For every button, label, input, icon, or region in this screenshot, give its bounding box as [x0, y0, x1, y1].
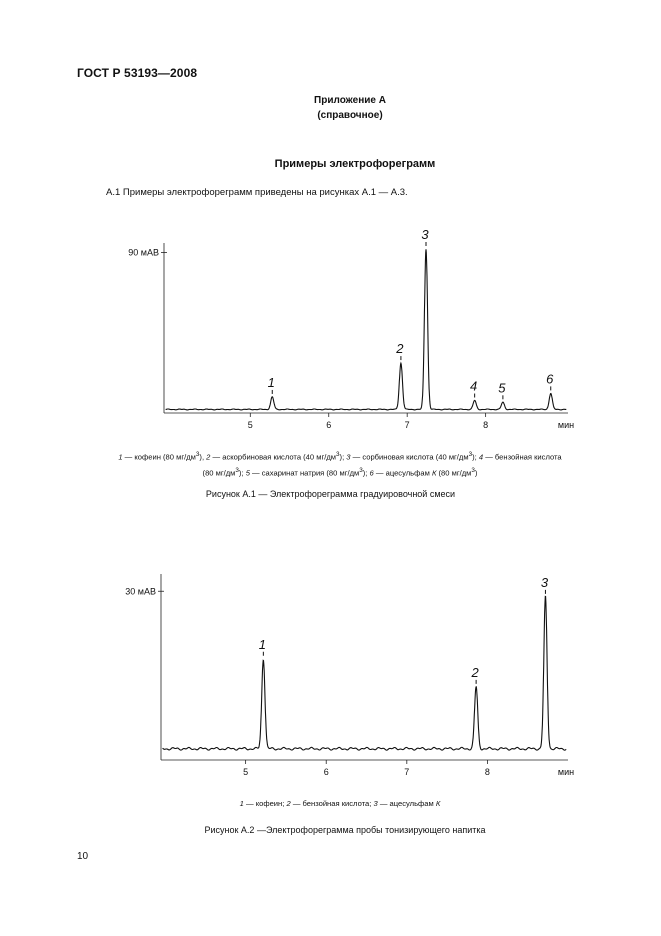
- legend-text: );: [238, 468, 244, 478]
- legend-sup: 3: [195, 451, 200, 458]
- page-number: 10: [77, 851, 89, 862]
- legend-index: К: [431, 468, 437, 478]
- peak-label: 2: [396, 341, 404, 357]
- legend-text: — сорбиновая кислота (40 мг/дм: [350, 452, 469, 462]
- legend-sup: 3: [468, 451, 473, 458]
- legend-sup: 3: [359, 466, 363, 474]
- x-tick-label: 5: [243, 767, 249, 777]
- peak-label: 3: [540, 574, 549, 590]
- annex-title: Приложение А: [314, 95, 386, 106]
- legend-text: — кофеин (80 мг/дм: [122, 452, 196, 462]
- figure-1-legend-line-2: [60, 464, 620, 480]
- figure-2-legend: [60, 797, 620, 810]
- x-tick-label: 6: [326, 420, 332, 430]
- legend-index: К: [435, 799, 441, 808]
- section-title: Примеры электрофореграмм: [274, 158, 436, 170]
- legend-index: 1: [239, 799, 244, 808]
- legend-text: — ацесульфам: [377, 799, 436, 808]
- figure-1-legend-line-1: 1 — кофеин (80 $мг/дм^3$), 2 — аскорбиновая кислота (40 $мг/дм^3$); 3 — сорбиновая кислота (40 $мг/дм^3$); 4 — бензойная кислота: [118, 451, 562, 462]
- peak-label: 6: [546, 371, 554, 387]
- intro-paragraph: А.1 Примеры электрофореграмм приведены на рисунках А.1 — А.3.: [106, 187, 408, 198]
- legend-sup: 3: [336, 451, 340, 458]
- legend-text: — кофеин;: [243, 799, 287, 808]
- legend-text: (80 мг/дм: [436, 468, 472, 478]
- legend-text: (80 мг/дм: [202, 468, 236, 478]
- legend-text: — сахаринат натрия (80 мг/дм: [249, 468, 360, 478]
- legend-text: — бензойная кислота;: [290, 799, 374, 808]
- figure-2-caption: Рисунок А.2 —Электрофореграмма пробы тонизирующего напитка: [204, 825, 486, 835]
- peak-label: 1: [258, 636, 266, 652]
- peak-label: 5: [498, 380, 506, 396]
- x-tick-label: 7: [404, 420, 410, 430]
- annex-type: (справочное): [317, 110, 383, 121]
- legend-text: ): [199, 452, 202, 462]
- legend-text: — ацесульфам: [373, 468, 430, 478]
- legend-index: 1: [118, 452, 123, 462]
- x-tick-label: 8: [483, 420, 489, 430]
- legend-text: — бензойная кислота: [483, 452, 562, 462]
- legend-index: 2: [206, 452, 211, 462]
- x-tick-label: 6: [323, 767, 329, 777]
- signal-trace: [166, 249, 567, 410]
- x-tick-label: 8: [484, 767, 490, 777]
- x-tick-label: 5: [247, 420, 253, 430]
- legend-sup: 3: [235, 466, 239, 474]
- legend-index: 3: [373, 799, 378, 808]
- legend-text: ): [339, 452, 343, 462]
- y-tick-label: 30 мАВ: [125, 586, 156, 597]
- x-tick-label: 7: [404, 767, 410, 777]
- x-unit-label: мин: [557, 767, 575, 777]
- legend-text: );: [362, 468, 368, 478]
- legend-index: 2: [286, 799, 291, 808]
- legend-index: 3: [346, 452, 351, 462]
- figure-1-caption: Рисунок А.1 — Электрофореграмма градуировочной смеси: [205, 489, 456, 499]
- legend-index: 4: [478, 452, 484, 462]
- standard-number: ГОСТ Р 53193—2008: [77, 66, 198, 80]
- legend-index: 5: [245, 468, 250, 478]
- legend-index: 6: [369, 468, 374, 478]
- x-unit-label: мин: [557, 420, 575, 430]
- signal-trace: [163, 596, 567, 750]
- peak-label: 1: [267, 374, 275, 390]
- chart-2-group: [125, 574, 574, 777]
- peak-label: 4: [470, 378, 478, 394]
- peak-label: 3: [421, 227, 429, 242]
- legend-sup: 3: [471, 466, 475, 474]
- figure-1-legend: [60, 448, 620, 479]
- legend-text: — аскорбиновая кислота (40 мг/дм: [210, 452, 336, 462]
- legend-text: );: [472, 452, 477, 462]
- chart-1-group: [128, 227, 574, 430]
- peak-label: 2: [471, 664, 479, 680]
- y-tick-label: 90 мАВ: [128, 247, 159, 258]
- legend-text: ): [474, 468, 478, 478]
